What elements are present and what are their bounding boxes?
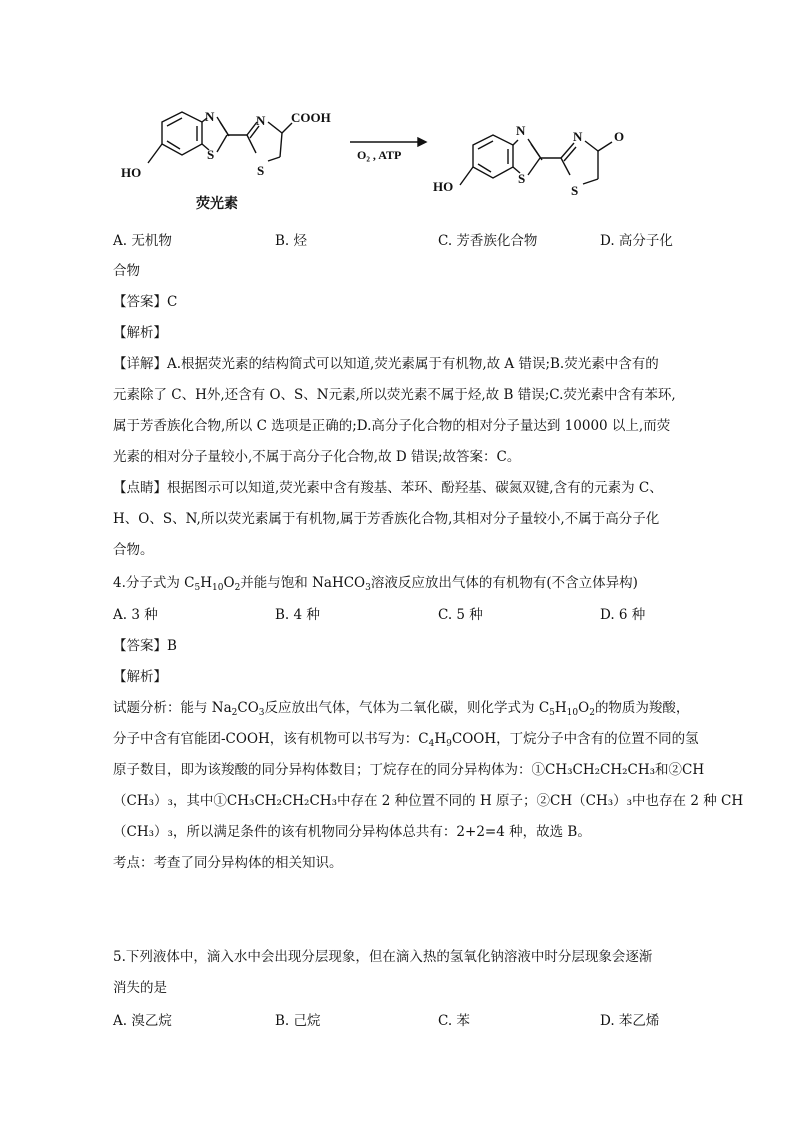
q4-analysis-title: 【解析】 [113, 669, 167, 685]
product-structure [460, 135, 612, 185]
q3-option-a: A. 无机物 [113, 233, 172, 249]
q4-answer: 【答案】B [113, 638, 177, 654]
q3-detail-line-2: 元素除了 C、H外,还含有 O、S、N元素,所以荧光素不属于烃,故 B 错误;C.荧光素中含有苯环, [113, 387, 676, 403]
q3-detail-line-4: 光素的相对分子量较小,不属于高分子化合物,故 D 错误;故答案：C。 [113, 449, 521, 465]
reactant-s-label: S [207, 147, 215, 162]
q5-option-c: C. 苯 [438, 1013, 470, 1029]
q5-stem-line-1: 5.下列液体中，滴入水中会出现分层现象，但在滴入热的氢氧化钠溶液中时分层现象会逐渐 [113, 949, 653, 965]
q4-option-a: A. 3 种 [113, 607, 158, 623]
q5-stem-line-2: 消失的是 [113, 980, 167, 996]
product-ho-label: HO [433, 179, 454, 194]
q5-option-b: B. 己烷 [275, 1013, 321, 1029]
reactant-n-label: N [205, 109, 215, 124]
reaction-conditions: O₂ , ATP [357, 148, 402, 162]
reactant-ho-label: HO [121, 165, 142, 180]
q3-answer: 【答案】C [113, 294, 178, 310]
reactant-structure [148, 112, 292, 163]
reactant-n2-label: N [256, 113, 266, 128]
reactant-name: 荧光素 [196, 196, 238, 212]
q3-option-c: C. 芳香族化合物 [438, 233, 538, 249]
product-n2-label: N [573, 129, 583, 144]
product-n-label: N [516, 123, 526, 138]
product-s2-label: S [571, 183, 579, 198]
q5-option-d: D. 苯乙烯 [600, 1013, 660, 1029]
reaction-arrow [350, 138, 426, 146]
q4-option-b: B. 4 种 [275, 607, 320, 623]
q4-kaodian: 考点：考查了同分异构体的相关知识。 [113, 855, 343, 871]
reaction-scheme [0, 95, 794, 220]
reactant-s2-label: S [257, 163, 265, 178]
q4-option-d: D. 6 种 [600, 607, 646, 623]
q3-option-d: D. 高分子化 [600, 233, 673, 249]
q4-analysis-line-2: 分子中含有官能团-COOH，该有机物可以书写为：$C_4H_9COOH$，丁烷分子中含有的位置不同的氢 [113, 731, 699, 749]
q5-option-a: A. 溴乙烷 [113, 1013, 172, 1029]
q3-option-b: B. 烃 [275, 233, 308, 249]
q3-comment-line-2: H、O、S、N,所以荧光素属于有机物,属于芳香族化合物,其相对分子量较小,不属于高分子化 [113, 511, 660, 527]
q4-analysis-line-5: （CH₃）₃，所以满足条件的该有机物同分异构体总共有：2+2=4 种，故选 B。 [113, 824, 591, 840]
q3-analysis-title: 【解析】 [113, 325, 167, 341]
q3-comment-line-3: 合物。 [113, 542, 154, 558]
q4-stem: 4.分子式为 $C_5H_{10}O_2$并能与饱和 NaHCO$_3$溶液反应放出气体的有机物有(不含立体异构) [113, 575, 638, 593]
product-s-label: S [518, 171, 526, 186]
product-o-label: O [614, 129, 625, 144]
q4-analysis-line-1: 试题分析：能与 $Na_2CO_3$反应放出气体，气体为二氧化碳，则化学式为 $C_5H_{10}O_2$的物质为羧酸， [113, 700, 690, 718]
q4-option-c: C. 5 种 [438, 607, 483, 623]
q3-detail-line-1: 【详解】A.根据荧光素的结构简式可以知道,荧光素属于有机物,故 A 错误;B.荧光素中含有的 [113, 356, 659, 372]
q3-option-d-wrap: 合物 [113, 263, 140, 279]
q3-comment-line-1: 【点睛】根据图示可以知道,荧光素中含有羧基、苯环、酚羟基、碳氮双键,含有的元素为 C、 [113, 480, 663, 496]
q4-analysis-line-4: （CH₃）₃，其中①CH₃CH₂CH₂CH₃中存在 2 种位置不同的 H 原子；②CH（CH₃）₃中也存在 2 种 CH [113, 793, 744, 809]
q4-analysis-line-3: 原子数目，即为该羧酸的同分异构体数目；丁烷存在的同分异构体为：①CH₃CH₂CH₂CH₃和②CH [113, 762, 705, 778]
reactant-cooh-label: COOH [291, 110, 331, 125]
q3-detail-line-3: 属于芳香族化合物,所以 C 选项是正确的;D.高分子化合物的相对分子量达到 10000 以上,而荧 [113, 418, 671, 434]
